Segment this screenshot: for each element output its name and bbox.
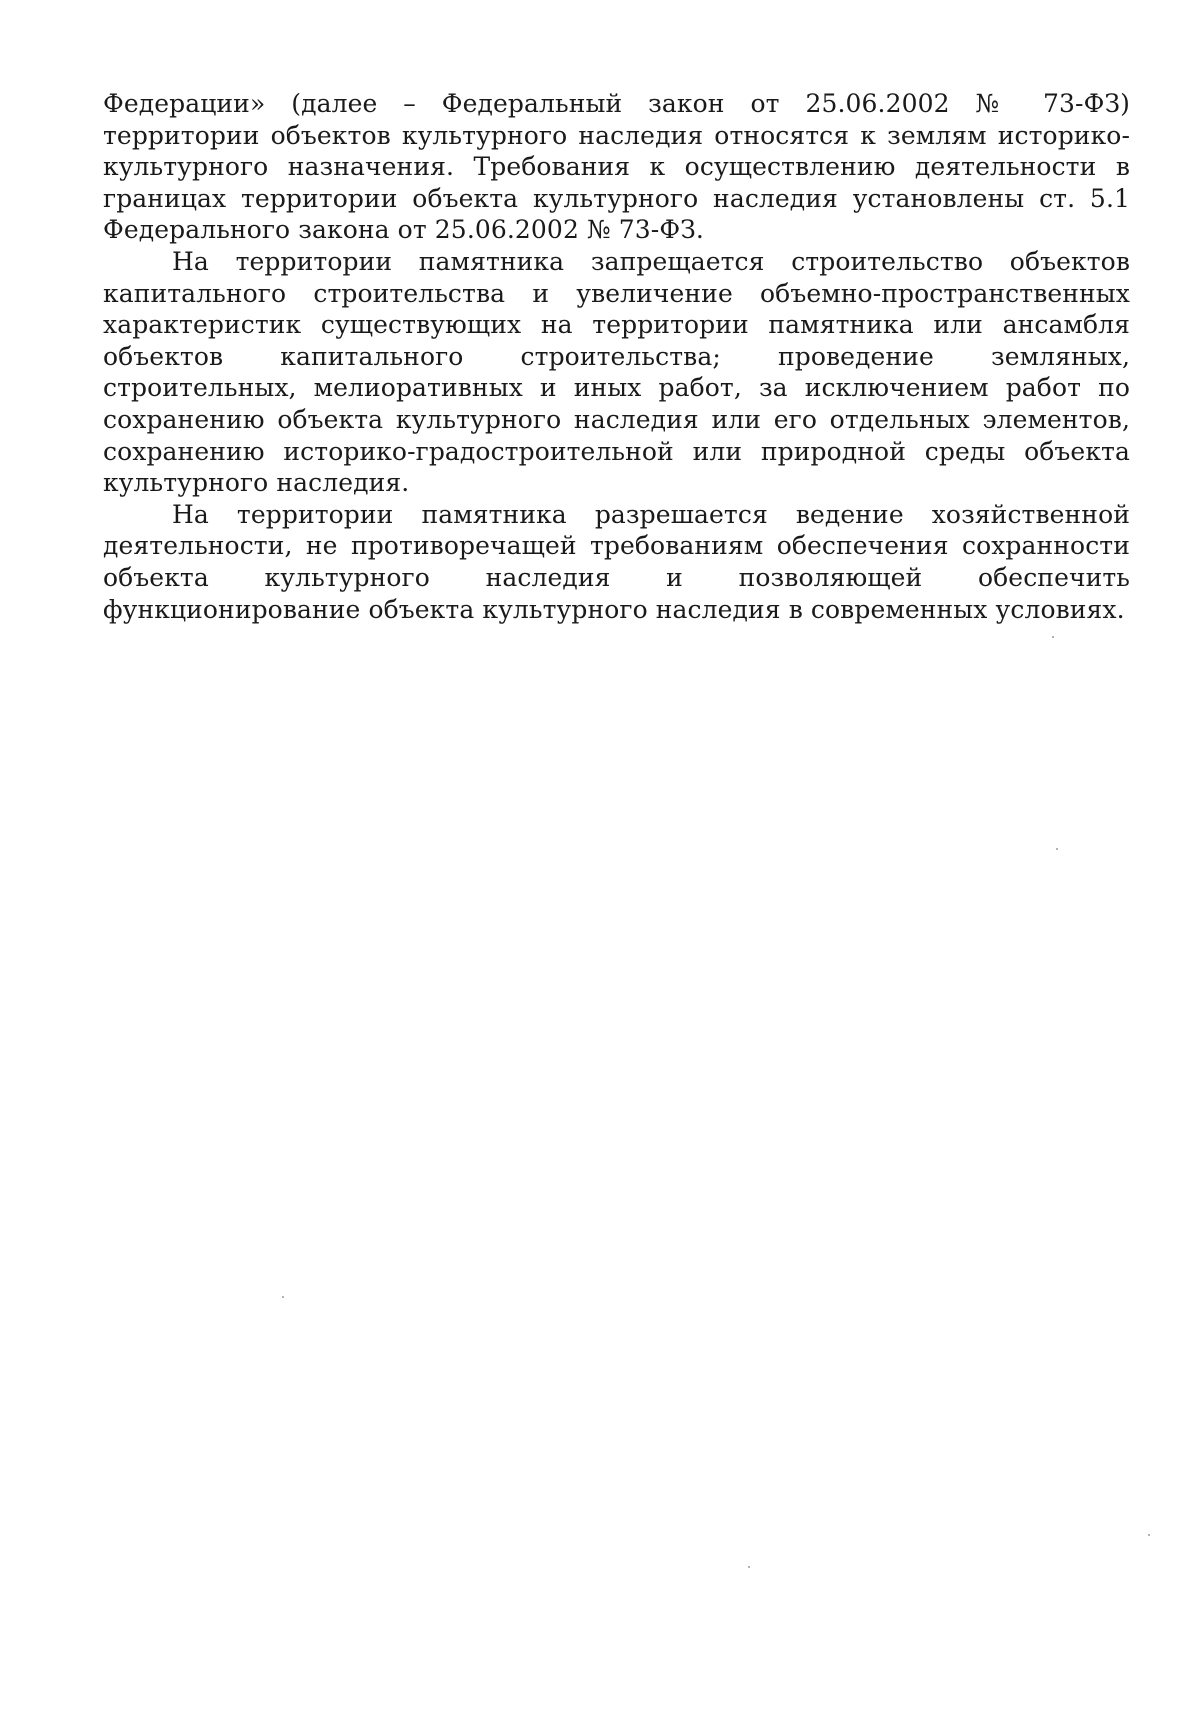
scan-speck: [1052, 636, 1054, 638]
paragraph-1: Федерации» (далее – Федеральный закон от 25.06.2002 № 73-ФЗ) территории объектов культурного наследия относятся к землям историко-культурного назначения. Требования к осуществлению деятельности в границах территории объекта культурного наследия установлены ст. 5.1 Федерального закона от 25.06.2002 № 73-ФЗ.: [103, 89, 1130, 245]
scan-speck: [1148, 1534, 1150, 1536]
paragraph-2: На территории памятника запрещается строительство объектов капитального строительства и увеличение объемно-пространственных характеристик существующих на территории памятника или ансамбля объектов капитального строительства; проведение земляных, строительных, мелиоративных и иных работ, за исключением работ по сохранению объекта культурного наследия или его отдельных элементов, сохранению историко-градостроительной или природной среды объекта культурного наследия.: [103, 246, 1130, 498]
document-body: [103, 88, 1130, 625]
scan-speck: [282, 1296, 284, 1298]
paragraph-3: На территории памятника разрешается ведение хозяйственной деятельности, не противоречащей требованиям обеспечения сохранности объекта культурного наследия и позволяющей обеспечить функционирование объекта культурного наследия в современных условиях.: [103, 499, 1130, 624]
scan-speck: [1056, 848, 1058, 850]
scan-speck: [748, 1566, 750, 1568]
